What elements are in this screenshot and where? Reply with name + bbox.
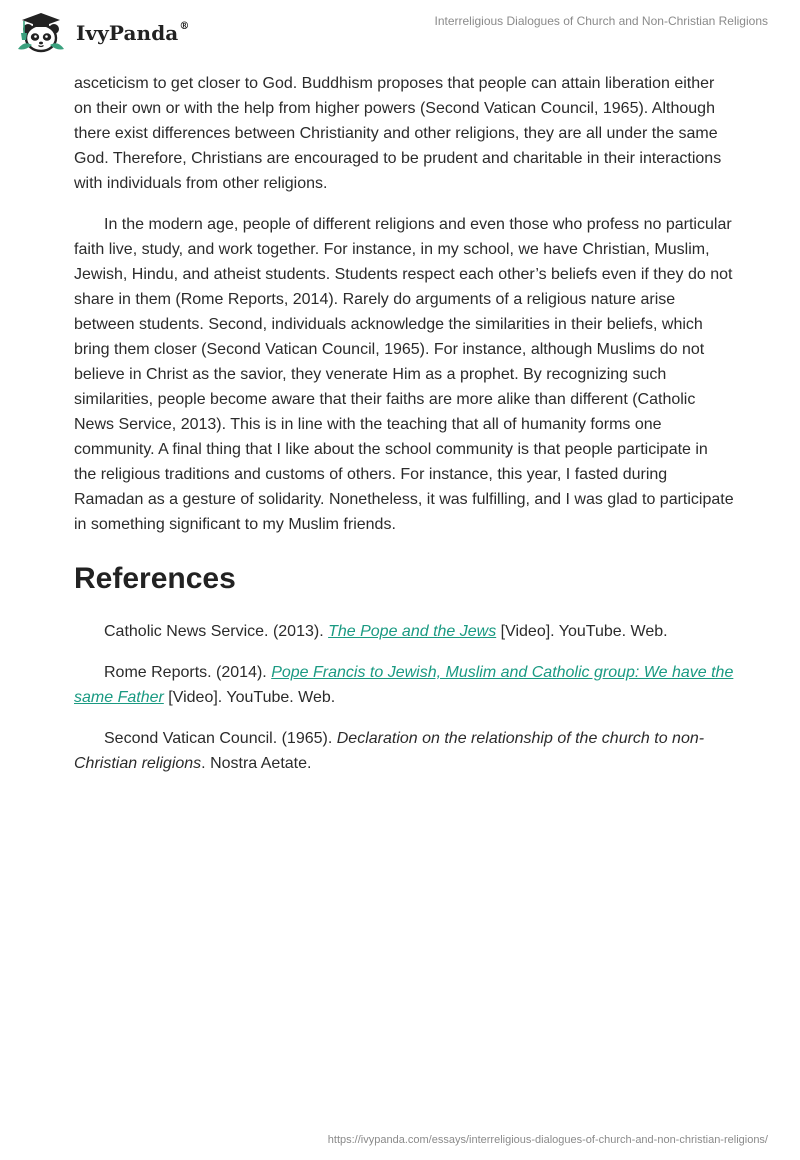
reference-item-2: Rome Reports. (2014). Pope Francis to Jewish, Muslim and Catholic group: We have the same Father [Video]. YouTube. Web. <box>74 664 734 706</box>
body-paragraph-1: asceticism to get closer to God. Buddhism proposes that people can attain liberation either on their own or with the help from higher powers (Second Vatican Council, 1965). Although there exist differences between Christianity and other religions, they are all under the same God. Therefore, Christians are encouraged to be prudent and charitable in their interactions with individuals from other religions. <box>74 75 722 192</box>
page-header <box>0 0 800 70</box>
essay-content <box>74 71 734 792</box>
reference-link-pope-francis[interactable]: Pope Francis to Jewish, Muslim and Catholic group: We have the same Father <box>74 664 734 706</box>
source-url[interactable]: https://ivypanda.com/essays/interreligious-dialogues-of-church-and-non-christian-religions/ <box>327 1134 768 1146</box>
ivypanda-logo[interactable] <box>14 9 189 55</box>
registered-mark: ® <box>179 21 190 33</box>
reference-item-1: Catholic News Service. (2013). The Pope and the Jews [Video]. YouTube. Web. <box>104 623 668 640</box>
reference-item-3: Second Vatican Council. (1965). Declaration on the relationship of the church to non-Christian religions. Nostra Aetate. <box>74 730 705 772</box>
reference-title-declaration: Declaration on the relationship of the church to non-Christian religions <box>74 730 705 772</box>
reference-link-pope-and-jews[interactable]: The Pope and the Jews <box>328 623 497 640</box>
document-title: Interreligious Dialogues of Church and Non-Christian Religions <box>434 14 768 28</box>
panda-graduation-cap-icon <box>14 9 74 55</box>
body-paragraph-2: In the modern age, people of different religions and even those who profess no particular faith live, study, and work together. For instance, in my school, we have Christian, Muslim, Jewish, Hindu, and atheist students. Students respect each other’s beliefs even if they do not share in them (Rome Reports, 2014). Rarely do arguments of a religious nature arise between students. Second, individuals acknowledge the similarities in their beliefs, which bring them closer (Second Vatican Council, 1965). For instance, although Muslims do not believe in Christ as the savior, they venerate Him as a prophet. By recognizing such similarities, people become aware that their faiths are more alike than different (Catholic News Service, 2013). This is in line with the teaching that all of humanity forms one community. A final thing that I like about the school community is that people participate in the religious traditions and customs of others. For instance, this year, I fasted during Ramadan as a gesture of solidarity. Nonetheless, it was fulfilling, and I was glad to participate in something significant to my Muslim friends. <box>74 216 734 533</box>
references-heading: References <box>74 562 236 595</box>
brand-name: IvyPanda® <box>76 21 190 45</box>
